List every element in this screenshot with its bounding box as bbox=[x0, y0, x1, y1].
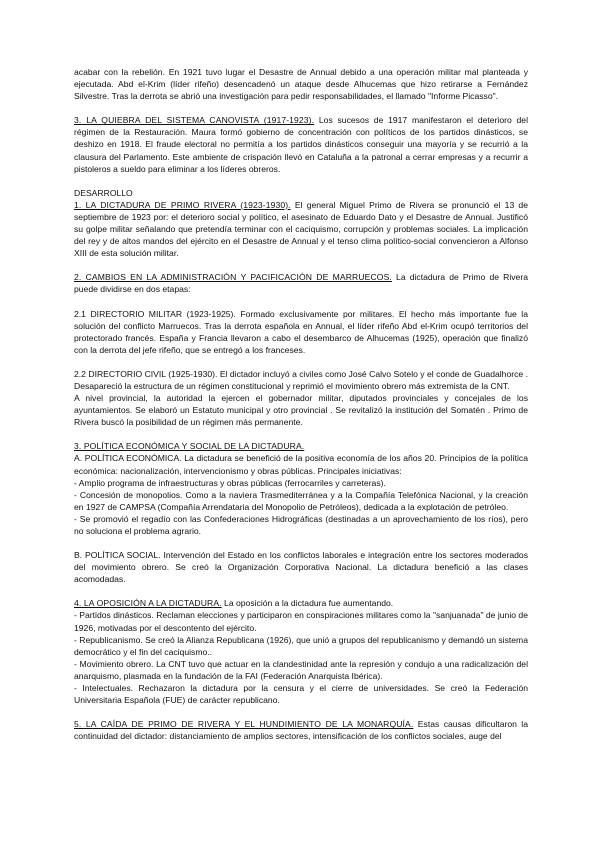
oposicion-item: - Partidos dinásticos. Reclaman elecciones y participaron en conspiraciones militares como la "sanjuanada" de junio de 1926, motivadas por el descontento del ejército. bbox=[74, 610, 528, 633]
politica-heading: 3. POLÍTICA ECONÓMICA Y SOCIAL DE LA DICTADURA. bbox=[74, 441, 305, 452]
oposicion-item: - Movimiento obrero. La CNT tuvo que actuar en la clandestinidad ante la represión y condujo a una radicalización del anarquismo, plasmada en la fundación de la FAI (Federación Anarquista Ibérica). bbox=[74, 658, 528, 681]
politica-block bbox=[74, 440, 528, 537]
directorio-civil-text-1: 2.2 DIRECTORIO CIVIL (1925-1930). El dictador incluyó a civiles como José Calvo Sotelo y el conde de Guadalhorce . Desapareció la estructura de un régimen constitucional y reprimió el movimiento obrero más extremista de la CNT. bbox=[74, 368, 528, 391]
directorio-civil-block bbox=[74, 368, 528, 428]
oposicion-item: - Intelectuales. Rechazaron la dictadura por la censura y el cierre de universidades. Se creó la Federación Universitaria Española (FUE) de carácter republicano. bbox=[74, 683, 528, 706]
oposicion-block bbox=[74, 597, 528, 706]
caida-paragraph bbox=[74, 718, 528, 742]
cambios-text: La dictadura de Primo de Rivera puede dividirse en dos etapas: bbox=[74, 272, 528, 295]
directorio-militar-paragraph: 2.1 DIRECTORIO MILITAR (1923-1925). Formado exclusivamente por militares. El hecho más importante fue la solución del conflicto Marruecos. Tras la derrota española en Annual, el líder rifeño Abd el-Krim ocupó territorios del protectorado francés. España y Francia llevaron a cabo el desembarco de Alhucemas (1925), operación que finalizó con la derrota del jefe rifeño, que se entregó a los franceses. bbox=[74, 308, 528, 355]
intro-text: acabar con la rebelión. En 1921 tuvo lugar el Desastre de Annual debido a una operación militar mal planteada y ejecutada. Abd el-Krim (líder rifeño) desencadenó un ataque desde Alhucemas que hizo retirarse a Fernández Silvestre. Tras la derrota se abrió una investigación para pedir responsabilidades, el llamado "Informe Picasso". bbox=[74, 67, 528, 102]
cambios-paragraph bbox=[74, 271, 528, 295]
politica-social-paragraph: B. POLÍTICA SOCIAL. Intervención del Estado en los conflictos laborales e integración entre los sectores moderados del movimiento obrero. Se creó la Organización Corporativa Nacional. La dictadura benefició a las clases acomodadas. bbox=[74, 550, 528, 585]
dictadura-text: El general Miguel Primo de Rivera se pronunció el 13 de septiembre de 1923 por: el deterioro social y político, el asesinato de Eduardo Dato y el Desastre de Annual. Justificó su golpe militar señalando que pretendía terminar con el caciquismo, corrupción y problemas sociales. La implicación del rey y de altos mandos del ejército en el Desastre de Annual y el tenso clima político-social convencieron a Alfonso XIII de esta solución militar. bbox=[74, 199, 528, 259]
oposicion-heading: 4. LA OPOSICIÓN A LA DICTADURA. bbox=[74, 598, 222, 609]
directorio-civil-text-2: A nivel provincial, la autoridad la ejercen el gobernador militar, diputados provinciales y concejales de los ayuntamientos. Se elaboró un Estatuto municipal y otro provincial . Se revitalizó la institución del Somatén . Primo de Rivera buscó la posibilidad de un régimen más permanente. bbox=[74, 393, 528, 428]
intro-paragraph bbox=[74, 66, 528, 102]
politica-item: - Se promovió el regadío con las Confederaciones Hidrográficas (destinadas a un aprovechamiento de los ríos), pero no soluciona el problema agrario. bbox=[74, 513, 528, 536]
oposicion-text: La oposición a la dictadura fue aumentando. bbox=[221, 598, 394, 609]
cambios-heading: 2. CAMBIOS EN LA ADMINISTRACIÓN Y PACIFICACIÓN DE MARRUECOS. bbox=[74, 272, 392, 283]
dictadura-heading: 1. LA DICTADURA DE PRIMO RIVERA (1923-1930). bbox=[74, 199, 291, 210]
politica-item: - Concesión de monopolios. Como a la naviera Trasmediterránea y a la Compañía Telefónica Nacional, y la creación en 1927 de CAMPSA (Compañía Arrendataria del Monopolio de Petróleos), dedicada a la explotación de petróleo. bbox=[74, 489, 528, 512]
oposicion-item: - Republicanismo. Se creó la Alianza Republicana (1926), que unió a grupos del republicanismo y demandó un sistema democrático y el fin del caciquismo.. bbox=[74, 634, 528, 657]
politica-economica-text: A. POLÍTICA ECONÓMICA. La dictadura se benefició de la positiva economía de los años 20. Principios de la política económica: nacionalización, intervencionismo y obras públicas. Principales iniciativas: bbox=[74, 453, 528, 476]
section3-paragraph bbox=[74, 114, 528, 174]
section3-heading: 3. LA QUIEBRA DEL SISTEMA CANOVISTA (1917-1923). bbox=[74, 115, 315, 126]
oposicion-intro bbox=[74, 597, 528, 609]
section3-text: Los sucesos de 1917 manifestaron el deterioro del régimen de la Restauración. Maura formó gobierno de concentración con políticos de los partidos dinásticos, se deshizo en 1918. El fraude electoral no permitía a los partidos dinásticos conseguir una mayoría y se recurrió a la clausura del Parlamento. Este ambiente de crispación llevó en Cataluña a la patronal a cerrar empresas y a recurrir a pistoleros a sueldo para eliminar a los líderes obreros. bbox=[74, 115, 528, 174]
dictadura-paragraph bbox=[74, 199, 528, 259]
caida-heading: 5. LA CAÍDA DE PRIMO DE RIVERA Y EL HUNDIMIENTO DE LA MONARQUÍA. bbox=[74, 719, 414, 730]
politica-item: - Amplio programa de infraestructuras y obras públicas (ferrocarriles y carreteras). bbox=[74, 477, 386, 488]
desarrollo-label: DESARROLLO bbox=[74, 187, 133, 198]
caida-text: Estas causas dificultaron la continuidad del dictador: distanciamiento de amplios sectores, intensificación de los conflictos sociales, auge del bbox=[74, 719, 528, 742]
